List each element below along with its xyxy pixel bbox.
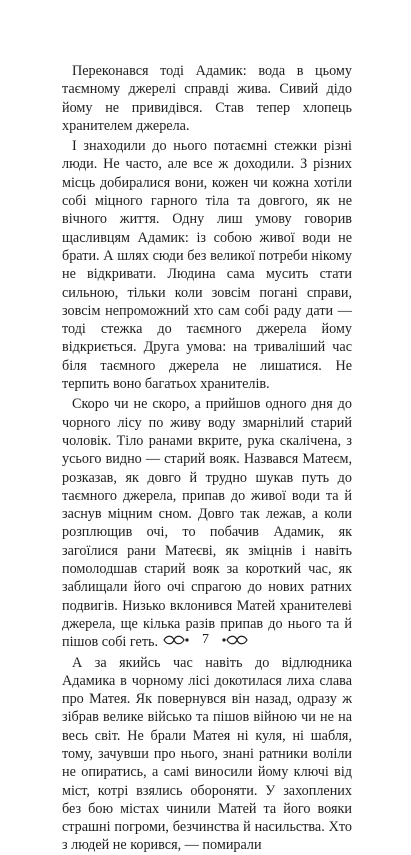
page-number: 7	[202, 632, 209, 647]
ornament-right-icon	[221, 634, 249, 646]
body-text	[62, 62, 352, 855]
page-footer	[0, 632, 411, 648]
paragraph-4: А за якийсь час навіть до відлюдника Адамика в чорному лісі докотилася лиха слава про Матея. Як повернувся він назад, одразу ж зібрав велике військо та пішов війною чи не на весь світ. Не брали Матея ні куля, ні шабля, тому, зачувши про нього, знані ратники воліли не опиратись, а самі виносили йому ключі від міст, котрі взялись обороняти. У захоплених без бою містах чинили Матей та його вояки страшні погроми, безчинства й насильства. Хто з людей не корився, — помирали	[62, 654, 352, 854]
ornament-left-icon	[162, 634, 190, 646]
paragraph-2: І знаходили до нього потаємні стежки різні люди. Не часто, але все ж доходили. З різних місць добиралися вони, кожен чи кожна хотіли собі міцного гарного тіла та довгого, як не вічного життя. Одну лиш умову говорив щасливцям Адамик: із собою живої води не брати. А шлях сюди без великої потреби нікому не відкривати. Людина сама мусить стати сильною, тільки коли зовсім погані справи, зовсім непроможний хто сам собі раду дати — тоді стежка до таємного джерела йому відкриється. Друга умова: на тривалiший час біля таємного джерела не лишатися. Не терпить воно багатьох хранителів.	[62, 138, 352, 393]
paragraph-3: Скоро чи не скоро, а прийшов одного дня до чорного лісу по живу воду змарнілий старий чоловік. Тіло ранами вкрите, рука скалічена, з усього видно — старий вояк. Назвався Матеєм, розказав, як довго й трудно шукав путь до таємного джерела, припав до живої води та й заснув міцним сном. Довго так лежав, а коли розплющив очі, то побачив Адамик, як загоїлися рани Матеєві, як зміцнів і навіть помолодшав старий вояк за короткий час, як заблищали його очі спрагою до нових ратних подвигів. Низько вклонився Матей хранителеві джерела, ще кілька разів припав до нього та й пішов собі геть.	[62, 396, 352, 651]
paragraph-1: Переконався тоді Адамик: вода в цьому таємному джерелі справді жива. Сивий дідо йому не привидівся. Став тепер хлопець хранителем джерела.	[62, 63, 352, 134]
